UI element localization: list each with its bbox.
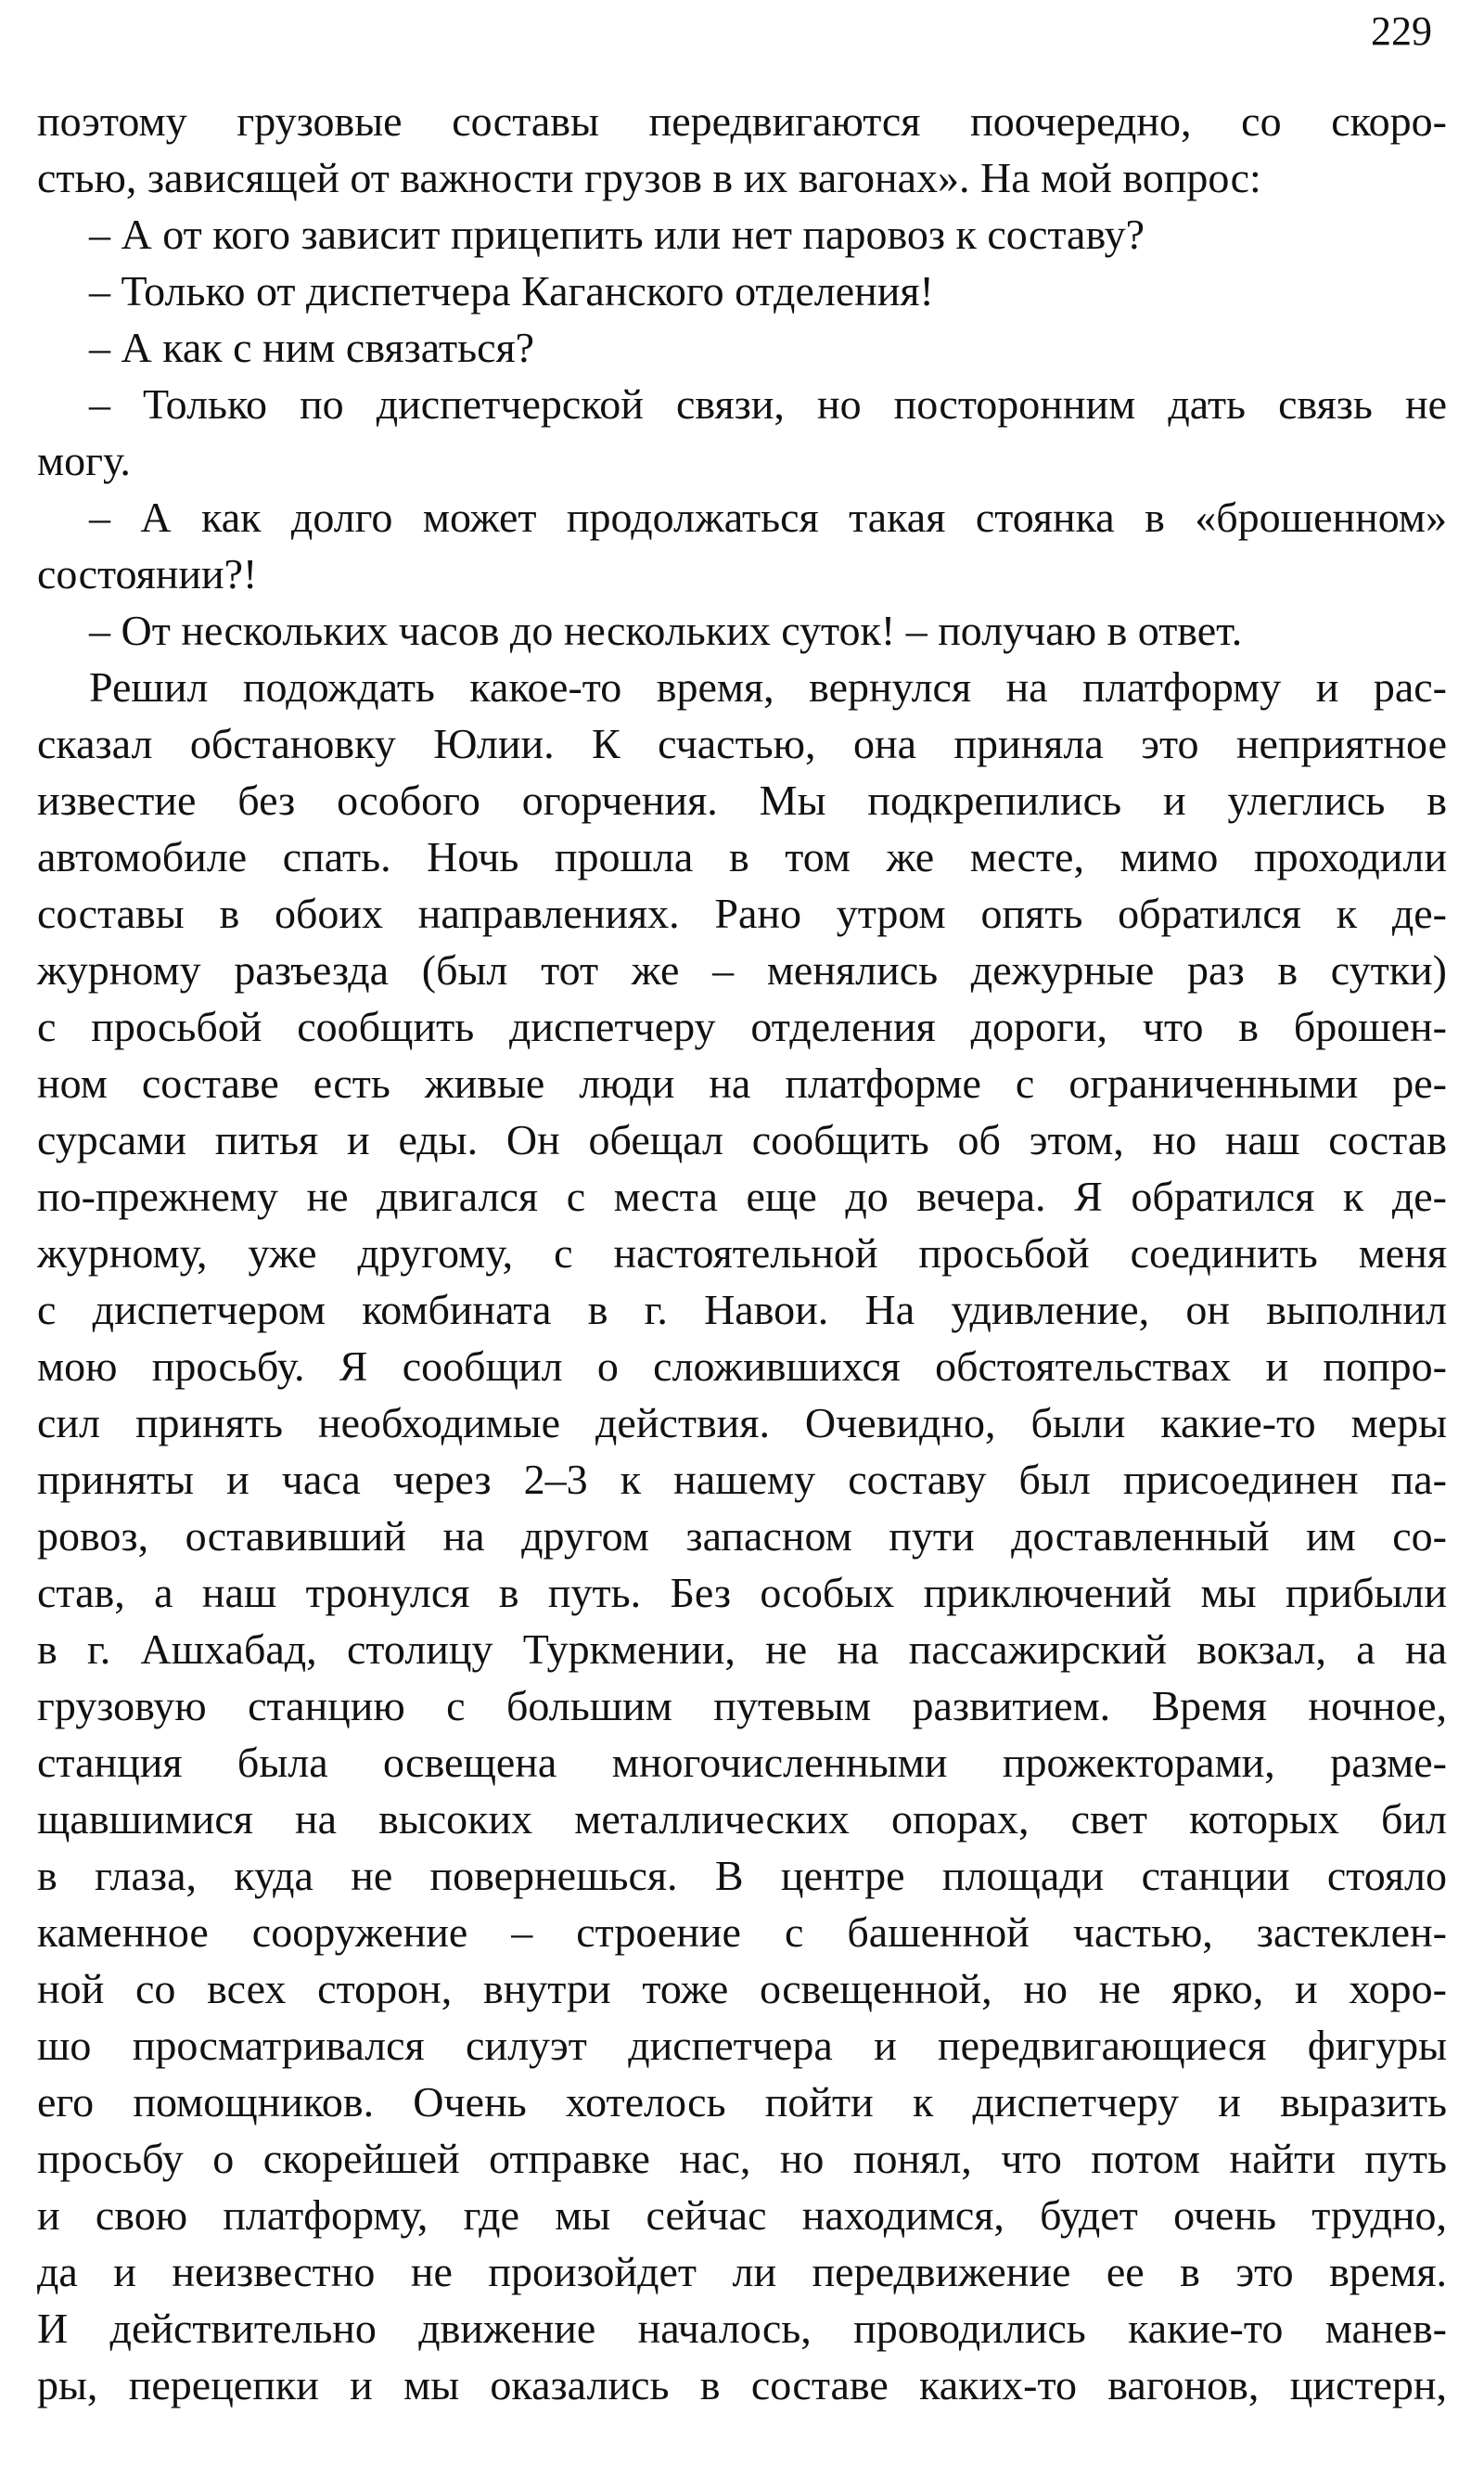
text-line: в глаза, куда не повернешься. В центре площади станции стояло bbox=[37, 1852, 1447, 1899]
text-line: каменное сооружение – строение с башенной частью, застеклен- bbox=[37, 1908, 1447, 1956]
text-line: могу. bbox=[37, 437, 131, 484]
text-line: – А как долго может продолжаться такая стоянка в «брошенном» bbox=[89, 494, 1447, 541]
text-line: да и неизвестно не произойдет ли передвижение ее в это время. bbox=[37, 2248, 1447, 2295]
text-line: с просьбой сообщить диспетчеру отделения дороги, что в брошен- bbox=[37, 1003, 1447, 1050]
text-line: известие без особого огорчения. Мы подкрепились и улеглись в bbox=[37, 777, 1447, 824]
text-line: его помощников. Очень хотелось пойти к диспетчеру и выразить bbox=[37, 2078, 1447, 2126]
text-line: И действительно движение началось, проводились какие-то манев- bbox=[37, 2305, 1447, 2352]
text-line: сказал обстановку Юлии. К счастью, она приняла это неприятное bbox=[37, 720, 1447, 767]
text-line: стью, зависящей от важности грузов в их вагонах». На мой вопрос: bbox=[37, 154, 1261, 201]
text-line: ры, перецепки и мы оказались в составе каких-то вагонов, цистерн, bbox=[37, 2361, 1447, 2408]
text-line: – От нескольких часов до нескольких суток! – получаю в ответ. bbox=[89, 607, 1243, 654]
text-line: ной со всех сторон, внутри тоже освещенной, но не ярко, и хоро- bbox=[37, 1965, 1447, 2012]
text-line: ровоз, оставивший на другом запасном пути доставленный им со- bbox=[37, 1512, 1447, 1560]
text-line: Решил подождать какое-то время, вернулся на платформу и рас- bbox=[89, 663, 1447, 711]
text-line: – А как с ним связаться? bbox=[89, 324, 535, 371]
text-line: сурсами питья и еды. Он обещал сообщить об этом, но наш состав bbox=[37, 1116, 1447, 1163]
text-line: щавшимися на высоких металлических опорах, свет которых бил bbox=[37, 1795, 1447, 1843]
text-line: – А от кого зависит прицепить или нет паровоз к составу? bbox=[89, 211, 1145, 258]
text-line: состоянии?! bbox=[37, 550, 258, 597]
text-line: ном составе есть живые люди на платформе с ограниченными ре- bbox=[37, 1060, 1447, 1107]
text-line: автомобиле спать. Ночь прошла в том же месте, мимо проходили bbox=[37, 833, 1447, 880]
text-line: приняты и часа через 2–3 к нашему составу был присоединен па- bbox=[37, 1456, 1447, 1503]
text-line: журному, уже другому, с настоятельной просьбой соединить меня bbox=[37, 1229, 1447, 1277]
text-line: с диспетчером комбината в г. Навои. На удивление, он выполнил bbox=[37, 1286, 1447, 1333]
book-page bbox=[37, 0, 1447, 2466]
text-line: – Только по диспетчерской связи, но посторонним дать связь не bbox=[89, 380, 1447, 428]
text-line: и свою платформу, где мы сейчас находимся, будет очень трудно, bbox=[37, 2191, 1447, 2239]
text-line: по-прежнему не двигался с места еще до вечера. Я обратился к де- bbox=[37, 1173, 1447, 1220]
text-line: просьбу о скорейшей отправке нас, но понял, что потом найти путь bbox=[37, 2135, 1447, 2182]
text-line: в г. Ашхабад, столицу Туркмении, не на пассажирский вокзал, а на bbox=[37, 1625, 1447, 1673]
text-line: поэтому грузовые составы передвигаются поочередно, со скоро- bbox=[37, 97, 1447, 145]
page-number: 229 bbox=[1371, 8, 1432, 54]
text-line: журному разъезда (был тот же – менялись дежурные раз в сутки) bbox=[37, 946, 1447, 994]
text-line: став, а наш тронулся в путь. Без особых приключений мы прибыли bbox=[37, 1569, 1447, 1616]
text-line: сил принять необходимые действия. Очевидно, были какие-то меры bbox=[37, 1399, 1447, 1446]
text-line: шо просматривался силуэт диспетчера и передвигающиеся фигуры bbox=[37, 2022, 1447, 2069]
text-line: грузовую станцию с большим путевым развитием. Время ночное, bbox=[37, 1682, 1447, 1729]
text-line: составы в обоих направлениях. Рано утром опять обратился к де- bbox=[37, 890, 1447, 937]
page-text bbox=[37, 93, 1447, 2413]
text-line: станция была освещена многочисленными прожекторами, разме- bbox=[37, 1739, 1447, 1786]
text-line: – Только от диспетчера Каганского отделения! bbox=[89, 267, 934, 315]
text-line: мою просьбу. Я сообщил о сложившихся обстоятельствах и попро- bbox=[37, 1342, 1447, 1390]
